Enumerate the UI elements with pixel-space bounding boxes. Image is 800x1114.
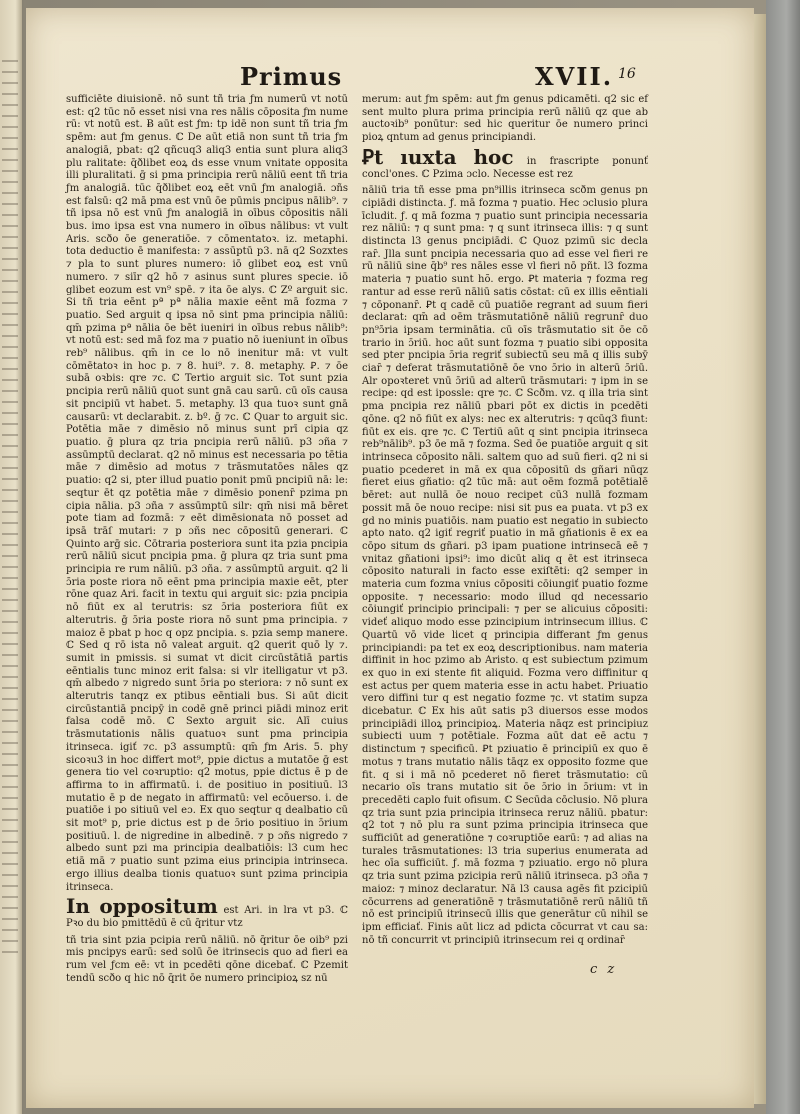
left-paragraph-1: sufficiēte diuisionē. nō sunt tñ tria ƒm numerū vt notū est: q2 tūc nō esset nisi vna res nālis cōposita ƒm nume rū: vt notū est. Ƀ aūt est ƒm: tp idē non sunt tñ tria ƒm spēm: aut ƒm genus. ℂ De aūt etiā non sunt tñ tria ƒm analogiā, pbat: q2 qñcuq3 aliq3 entia sunt plura aliq3 plu ralitate: q̄ðlibet eoꝝ ds esse vnum vnitate opposita illi pluralitati. ḡ si pma principia rerū nāliū eent tñ tria ƒm analogiā. tūc q̄ðlibet eoꝝ eēt vnū ƒm analogiā. ɔñs est falsū: q2 mā pma est vnū ōe pūmis pncipus nālib⁹. ⁊ tñ ipsa nō est vnū ƒm analogiā in oībus cōpositis nāli bus. imo ipsa est vna numero in oībus nālibus: vt vult Aris. scðo ōe generatiōe. ⁊ cōmentatoꝛ. iz. metaphi. tota deductio ē manifesta: ⁊ assūptū p3. nā q2 Sozxtes ⁊ pla to sunt plures numero: iō glibet eoꝝ est vnū numero. ⁊ siīr q2 hō ⁊ asinus sunt plures specie. iō glibet eozum est vn⁹ spē. ⁊ ita ōe alys. ℂ Zº arguit sic. Si tñ tria eēnt pª pª nālia maxie eēnt mā fozma ⁊ puatio. Sed arguit q ipsa nō sint pma principia nāliū: qm̄ pzima pª nālia ōe bēt iueniri in oībus rebus nālib⁹: vt notū est: sed mā foz ma ⁊ puatio nō iueniunt in oībus reb⁹ nālibus. qm̄ in ce lo nō inenitur mā: vt vult cōmētatoꝛ in hoc p. ⁊ 8. hui⁹. ⁊. 8. metaphy. Ꝑ. ⁊ ōe subā oꝛbis: qre ⁊c. ℂ Tertio arguit sic. Tot sunt pzia pncipia rerū nāliū quot sunt gnā cau sarū. cū oīs causa sit pncipiū vt habet. 5. metaphy. l3 qua tuoꝛ sunt gnā causarū: vt declarabit. z. bº. ḡ ⁊c. ℂ Quar to arguit sic. Potētia māe ⁊ dimēsio nō minus sunt prī cipia qz puatio. ḡ plura qz tria pncipia rerū nāliū. p3 ɔña ⁊ assūmptū declarat. q2 nō minus est necessaria po tētia māe ⁊ dimēsio ad motus ⁊ trāsmutatōes nāles qz puatio: q2 si, pter illud puatio ponit pmū pncipiū nā: le: seqtur ēt qz potētia māe ⁊ dimēsio ponenȓ pzima pn cipia nālia. p3 ɔña ⁊ assūmptū silr: qm̄ nisi mā bēret pote tiam ad fozmā: ⁊ eēt dimēsionata nō posset ad ipsā trāſ mutari: ⁊ p ɔñs nec cōpositū generari. ℂ Quinto arḡ sic. Cōtraria posteriora sunt ita pzia pncipia rerū nāliū sicut pncipia pma. ḡ plura qz tria sunt pma principia re rum nāliū. p3 ɔña. ⁊ assūmptū arguit. q2 li ɔ̄ria poste riora nō eēnt pma principia maxie eēt, pter rōne quaz Ari. facit in textu qui arguit sic: pzia pncipia nō fiūt ex al terutris: sz ɔ̄ria posteriora fiūt ex alterutris. ḡ ɔ̄ria poste riora nō sunt pma principia. ⁊ maioz ē pbat p hoc q opz pncipia. s. pzia semp manere. ℂ Sed q rō ista nō valeat arguit. q2 querit quō ly ⁊. sumit in pmissis. si sumat vt dicit circūstātiā partis eēntialis tunc minoz erit falsa: si vlr itelligatur vt p3. qm̄ albedo ⁊ nigredo sunt ɔ̄ria po steriora: ⁊ nō sunt ex alterutris tanqz ex ptibus eēntiali bus. Si aūt dicit circūstantiā pncipȳ in codē gnē princi piādi minoz erit falsa codē mō. ℂ Sexto arguit sic. Alī cuius trāsmutationis nālis quatuoꝛ sunt pma principia itrinseca. igiť ⁊c. p3 assumptū: qm̄ ƒm Aris. 5. phy sicoꝛu3 in hoc differt mot⁹, ppie dictus a mutatōe ḡ est genera tio vel coꝛruptio: q2 motus, ppie dictus ē p de affirma to in affirmatū. i. de positiuo in positiuū. l3 mutatio ē p de negato in affirmatū: vel ecōuerso. i. de puatiōe i po sitiuū vel eɔ. Ex quo seqtur q dealbatio cū sit mot⁹ p, prie dictus est p de ɔ̄rio positiuo in ɔ̄rium positiuū. l. de nigredine in albedinē. ⁊ p ɔñs nigredo ⁊ albedo sunt pzi ma principia dealbatiōis: l3 cum hec etiā mā ⁊ puatio sunt pzima eius principia intrinseca. ergo illius dealba tionis quatuoꝛ sunt pzima principia itrinseca. (66, 94, 348, 893)
left-text-column (66, 94, 348, 986)
running-head-title: Primus (240, 62, 343, 91)
incipit-continuation: in frascripte ponunť concl'ones. ℂ Pzima ɔclo. Necesse est rez (362, 155, 648, 180)
left-paragraph-2: tñ tria sint pzia pcipia rerū nāliū. nō q̄ritur ōe oib⁹ pzi mis pncipys earū: sed solū ōe itrinsecis quo ad fieri ea rum vel ƒcm eē: vt in pcedēti qōne dicebať. ℂ Pzemit tendū scðo q hic nō q̄rit ōe numero principioꝝ sz nū (66, 934, 348, 984)
right-paragraph-2: nāliū tria tñ esse pma pn⁹illis itrinseca scðm genus pn cipiādi distincta. ƒ. mā fozma ⁊ puatio. Hec ɔclusio plura īcludit. ƒ. q mā fozma ⁊ puatio sunt principia necessaria rez nāliū: ⁊ q sunt pma: ⁊ q sunt itrinseca illis: ⁊ q sunt distincta l3 genus pncipiādi. ℂ Quoz pzimū sic decla raȓ. Jlla sunt pncipia necessaria quo ad esse vel fieri re rū nāliū sine q̄b⁹ res nāles esse vl fieri nō pñt. l3 fozma materia ⁊ puatio sunt hõ. ergo. Ꝑt materia ⁊ fozma reg rantur ad esse rerū nāliū satis cōstat: cū ex illis eēntiali ⁊ cōponanȓ. Ꝑt q cadē cū puatiōe regrant ad suum fieri declarat: qm̄ ad oēm trāsmutatiōnē nāliū regrunȓ duo pn⁹ɔ̄ria ipsam terminātia. cū oīs trāsmutatio sit ōe cō trario in ɔ̄riū. hoc aūt sunt fozma ⁊ puatio sibi opposita sed pter pncipia ɔ̄ria regriť subiectū seu mā q illis subȳ ciaȓ ⁊ deferat trāsmutatiōnē ōe vno ɔ̄rio in alterū ɔ̄riū. Alr opoꝛteret vnū ɔ̄riū ad alterū trāsmutari: ⁊ ipm in se recipe: qd est ipossle: qre ⁊c. ℂ Scðm. vz. q illa tria sint pma pncipia rez nāliū pbari pōt ex dictis in pcedēti qōne. q2 nō fiūt ex alys: nec ex alterutris: ⁊ qcūq3 fiunt: fiūt ex eis. qre ⁊c. ℂ Tertiū aūt q sint pncipia itrinseca reb⁹nālib⁹. p3 ōe mā ⁊ fozma. Sed ōe puatiōe arguit q sit intrinseca cōposito nāli. saltem quo ad suū fieri. q2 ni si puatio pcederet in mā ex qua cōpositū ds gñari nūqz fieret eius gñatio: q2 tūc mā: aut oēm fozmā potētialē bēret: aut nullā ōe nouo recipet cū3 nullā fozmam possit mā ōe nouo recipe: nisi sit pus ea puata. vt p3 ex gd no minis puatiōis. nam puatio est negatio in subiecto apto nato. q2 igiť regriť puatio in mā gñationis ē ex ea cōpo situm ds gñari. p3 ipam puatione intrinsecā eē ⁊ vnitaz gñationi ipsi⁹: imo dicūt aliq q ēt est itrinseca cōposito naturali in facto esse exiſtēti: q2 semper in materia cum fozma vnius cōpositi cōiungiť puatio fozme opposite. ⁊ necessario: modo illud qd necessario cōiungiť principio principali: ⁊ per se alicuius cōpositi: videť aliquo modo esse pzincipium intrinsecum illius. ℂ Quartū vō vide licet q principia differant ƒm genus principiandi: pa tet ex eoꝝ descriptionibus. nam materia diffinit in hoc pzimo ab Aristo. q est subiectum pzimum ex quo in exi stente fit aliquid. Fozma vero diffinitur q est actus per quem materia esse in actu habet. Priuatio vero diffini tur q est negatio fozme ⁊c. vt statim supza dicebatur. ℂ Ex his aūt satis p3 diuersos esse modos principiādi illoꝝ principioꝝ. Materia nāqz est principiuz subiecti uum ⁊ potētiale. Fozma aūt dat eē actu ⁊ distinctum ⁊ specificū. Ꝑt pziuatio ē principiū ex quo ē motus ⁊ trans mutatio nālis tāqz ex opposito fozme que fit. q si i mā nō pcederet nō fieret trāsmutatio: cū necario oīs trans mutatio sit ōe ɔ̄rio in ɔ̄rium: vt in precedēti caplo fuit ofisum. ℂ Secūda cōclusio. Nō plura qz tria sunt pzia principia itrinseca reruz nāliū. pbatur: q2 tot ⁊ nō plu ra sunt pzima principia itrinseca que sufficiūt ad generatiōne ⁊ coꝛruptiōe earū: ⁊ ad alias na turales trāsmutationes: l3 tria superius enumerata ad hec oīa sufficiūt. ƒ. mā fozma ⁊ pziuatio. ergo nō plura qz tria sunt pzima pzicipia rerū nāliū itrinseca. p3 ɔña ⁊ maioz: ⁊ minoz declaratur. Nā l3 causa agēs fit pzicipiū cōcurrens ad generatiōnē ⁊ trāsmutatiōnē rerū nāliū tñ nō est principiū itrinsecū illis que generātur cū nihil se ipm efficiať. Finis aūt licz ad pdicta cōcurrat vt cau sa: nō tñ concurrit vt principiū itrinsecum rei q ordinaȓ (362, 185, 648, 946)
right-paragraph-1: merum: aut ƒm spēm: aut ƒm genus pdicamēti. q2 sic ef sent multo plura prima principia rerū nāliū qz que ab auctoꝛib⁹ ponūtur: sed hic queritur ōe numero princi pioꝝ qntum ad genus principiandi. (362, 94, 648, 144)
folio-number: 16 (618, 66, 636, 82)
right-text-column (362, 94, 648, 947)
scanner-border (766, 0, 800, 1114)
facing-page-edge (0, 0, 22, 1114)
incipit-heading: In oppositum (66, 896, 218, 919)
page-fore-edge (754, 14, 766, 1104)
signature-mark: c z (590, 962, 618, 977)
left-incipit-block (66, 896, 348, 930)
right-incipit-block (362, 147, 648, 181)
folio-roman-numeral: XVII. (535, 62, 614, 91)
facing-page-text-edge (2, 60, 18, 960)
incipit-continuation: est Ari. in lra vt p3. ℂ Pꝛo du bio pmittēdū ē cū q̄ritur vtz (66, 905, 348, 929)
incipit-heading: Ꝑt ıuxta hoc (362, 146, 514, 169)
